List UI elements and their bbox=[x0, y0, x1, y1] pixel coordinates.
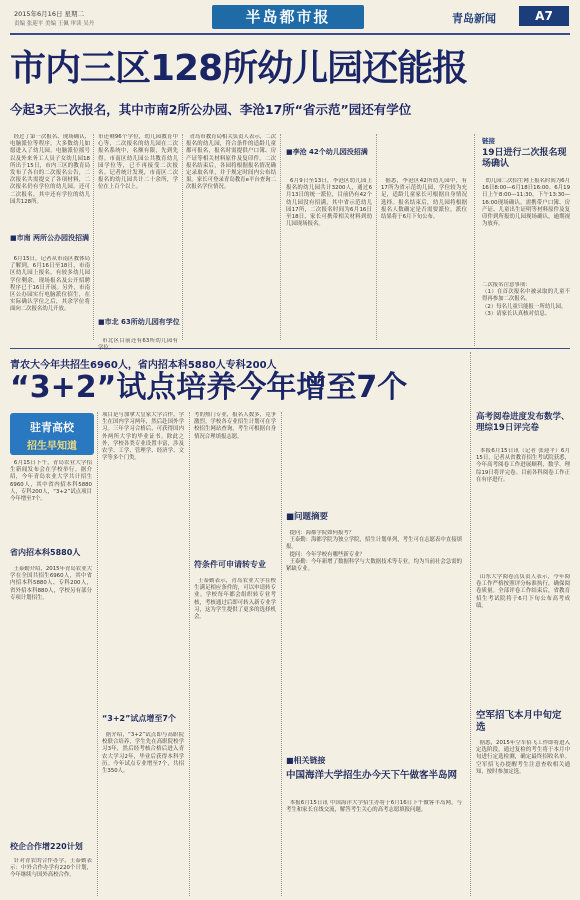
section-name: 青岛新闻 bbox=[452, 12, 496, 25]
second-col1-heading2: 校企合作增220计划 bbox=[10, 842, 83, 851]
lead-col1-text: 经过了第一次报名、现场确认，电脑派位等程序，大多数幼儿如愿进入了幼儿园。电脑派位摇号以及外来务工人员子女幼儿园18所出于15日，市内三区的教育局发布了各自的二次报名公告，二次报名共需提交了各项材料，二次报名仍有学位的幼儿园，还可二次报名，其中还有学位的幼儿园共128所。 bbox=[10, 134, 90, 205]
second-divider-2 bbox=[189, 412, 190, 896]
second-headline: “3+2”试点培养今年增至7个 bbox=[10, 370, 408, 405]
second-col3-heading: 符条件可申请转专业 bbox=[194, 560, 266, 569]
school-badge-line1: 驻青高校 bbox=[30, 421, 74, 434]
lead-col3-text: 青岛市教育局相关负责人表示，二次报名的幼儿园，符合条件的适龄儿童都可报名，报名时需提供户口簿、房产证等相关材料原件及复印件。二次报名结束后，各园将根据报名情况确定录取名单，并于规定时间内公布结果。家长可登录青岛教育e平台查询二次报名学位情况。 bbox=[186, 134, 276, 191]
sidebar-top-body: 幼儿园二次招生网上报名时间为6月16日8:00—6月18日16:00。6月19日上午8:00—11:30，下午13:30—16:00现场确认。需携带户口簿、房产证、儿童出生证明等材料原件及复印件到所报幼儿园现场确认，逾期视为放弃。 bbox=[482, 178, 570, 228]
lead-headline: 市内三区128所幼儿园还能报 bbox=[10, 48, 468, 89]
sidebar-bottom-title2: 空军招飞本月中旬定选 bbox=[476, 710, 562, 733]
second-divider-3 bbox=[281, 412, 282, 896]
sidebar-divider-bottom bbox=[470, 352, 471, 896]
lead-col2-text: 市还剩96个学位，幼儿园教育中心等，二次报名的幼儿园在二次报名系统中，名额有限，先到先得。市南区幼儿园公共教育幼儿园学位等，已不再接受二次报名。记者统计发现，市南区二次报名的幼儿园共计二十余所，学位在上百个以上。 bbox=[98, 134, 178, 191]
date-line: 2015年6月16日 星期二 bbox=[14, 10, 85, 18]
second-col2-text: 项目是与加拿大皇家大学合作，学生在国内学习两年，然后赴国外学习。三年学习合格后，可获得国内外两所大学的毕业证书。除此之外，学校各类专业设置丰富，涉及农学、工学、管理学、经济学、文学等多个门类。 bbox=[102, 412, 184, 462]
lead-divider-1 bbox=[93, 134, 94, 340]
second-kicker: 青农大今年共招生6960人，省内招本科5880人专科200人 bbox=[10, 360, 277, 371]
second-col1c-text: 针对青农的合作办学，王泰勤表示：中外合作办学有220个计划，今年继续与国外高校合作。 bbox=[10, 858, 92, 879]
sidebar-top-notes: 二次报名注意事项： （1）在首次报名中被录取的儿童不得再参加二次报名。 （2）每名儿童只能报一所幼儿园。 （3）请家长认真核对信息。 bbox=[482, 282, 570, 317]
second-col1-text: 6月15日下午，青岛农业大学招生新闻发布会在学校举行。据介绍，今年青岛农业大学共计招生6960人，其中省内招本科5880人，专科200人，“3+2”试点项目今年增至7个。 bbox=[10, 460, 92, 503]
lead-subhead: 今起3天二次报名，其中市南2所公办园、李沧17所“省示范”园还有学位 bbox=[10, 102, 412, 117]
second-col3-text: 考的热门专业，报名人数多，竞争激烈。学校各专业招生计划可在学校招生网站查询，考生可根据自身情况合理填报志愿。 bbox=[194, 412, 276, 440]
masthead-logo bbox=[212, 5, 364, 29]
sidebar-bottom-body3: 据悉，2015年空军招飞工作即将进入定选阶段，通过复检的考生将于本月中旬进行定选检测，确定最终招收名单。空军招飞办提醒考生注意查收相关通知，按时参加定选。 bbox=[476, 740, 570, 775]
sidebar-top-label: 链接 bbox=[482, 137, 495, 145]
second-col1b-text: 王泰勤介绍，2015年青岛农业大学在全国共招生6960人，其中省内招本科5880人、专科200人，省外招本科880人，学校另有部分专项计划招生。 bbox=[10, 566, 92, 601]
second-col2b-text: 据介绍，“3+2”试点即与高职院校联合培养，学生先在高职院校学习3年，然后经考核合格后进入青农大学习2年，毕业后获得本科学历。今年试点专业增至7个，共招生350人。 bbox=[102, 732, 184, 775]
second-col3b-text: 王泰勤表示，青岛农业大学在校生满足相应条件的，可以申请转专业。学校每年都会组织转专业考核，考核通过后即可转入新专业学习，这为学生提供了更多的选择机会。 bbox=[194, 578, 276, 621]
lead-divider-3 bbox=[280, 134, 281, 340]
lead-col1b-text: 6月15日，记者从市南区教体局了解到，6月16日至18日，市南区幼儿园上报名，有较多幼儿园学位剩余，现场报名及公开招聘程序已于16日开展。另外，市南区公办园实行电脑派位招生，在实际确认学位之后，其余学位将面向二次报名幼儿开放。 bbox=[10, 256, 90, 313]
lead-col4-text: 6月9日至13日，李沧区幼儿园上报名的幼儿园共计3200人，通过6月13日的统一派位，目前仍有42个幼儿园没有招满，其中省示范幼儿园17所，二次报名时间为6月16日至18日，家长可携带相关材料到幼儿园现场报名。 bbox=[286, 178, 372, 228]
second-qa-text: 提问：海都学院如何报考？ 王泰勤：海都学院为独立学院，招生计划单列，考生可在志愿表中直接填报。 提问：今年学校有哪些新专业？ 王泰勤：今年新增了数据科学与大数据技术等专业，均为当前社会急需的紧缺专业。 bbox=[286, 530, 462, 573]
sidebar-bottom-body: 本报6月15日讯（记者 张迎平）6月15日，记者从省教育招生考试院获悉，今年高考阅卷工作进展顺利，数学、理综19日将评完卷。目前各科阅卷工作正在有序进行。 bbox=[476, 448, 570, 483]
page-header bbox=[0, 0, 580, 36]
header-rule bbox=[10, 33, 570, 35]
lead-col4-heading: ■李沧 42个幼儿园没招满 bbox=[286, 148, 368, 156]
link-body: 本报6月15日讯 中国海洋大学招生办将于6月16日下午做客半岛网，与考生和家长在线交流，解答考生关心的高考志愿填报问题。 bbox=[286, 800, 462, 814]
lead-col2b-text: 市北区目前还有63所幼儿园有 bbox=[102, 338, 178, 344]
editors-line: 责编 张迎平 美编 王佩 审读 吴丹 bbox=[14, 21, 95, 27]
second-col1-heading: 省内招本科5880人 bbox=[10, 548, 81, 557]
lead-divider-2 bbox=[182, 134, 183, 340]
sidebar-bottom-title: 高考阅卷进度发布数学、理综19日评完卷 bbox=[476, 412, 570, 433]
section-rule bbox=[10, 348, 570, 349]
lead-divider-4 bbox=[376, 134, 377, 340]
lead-col1-heading: ■市南 两所公办园没招满 bbox=[10, 234, 90, 242]
page-number-badge bbox=[519, 6, 569, 26]
second-col4-heading: ■问题摘要 bbox=[286, 512, 329, 522]
second-col2-heading: “3+2”试点增至7个 bbox=[102, 714, 176, 723]
lead-col5-text: 据悉，李沧区42所幼儿园中，有17所为省示范幼儿园，学位较为充足，适龄儿童家长可根据自身情况选择。报名结束后，幼儿园将根据报名人数确定是否需要派位，派位结果将于6月下旬公布。 bbox=[381, 178, 467, 221]
page-number: A7 bbox=[535, 9, 553, 23]
sidebar-top-title: 19日进行二次报名现场确认 bbox=[482, 148, 567, 169]
link-title: 中国海洋大学招生办今天下午做客半岛网 bbox=[286, 770, 458, 781]
second-divider-1 bbox=[97, 412, 98, 896]
masthead-text: 半岛都市报 bbox=[245, 8, 331, 26]
school-badge-line2: 招生早知道 bbox=[27, 441, 77, 452]
second-col4-heading2: ■相关链接 bbox=[286, 756, 326, 765]
sidebar-bottom-body2: 山东大学阅卷点负责人表示，今年阅卷工作严格按照评分标准执行，确保阅卷质量。全部评卷工作结束后，省教育招生考试院将于6月下旬公布高考成绩。 bbox=[476, 574, 570, 609]
sidebar-divider-top bbox=[474, 134, 475, 346]
lead-col2-heading: ■市北 63所幼儿园有学位 bbox=[98, 318, 180, 326]
school-badge bbox=[10, 413, 94, 455]
